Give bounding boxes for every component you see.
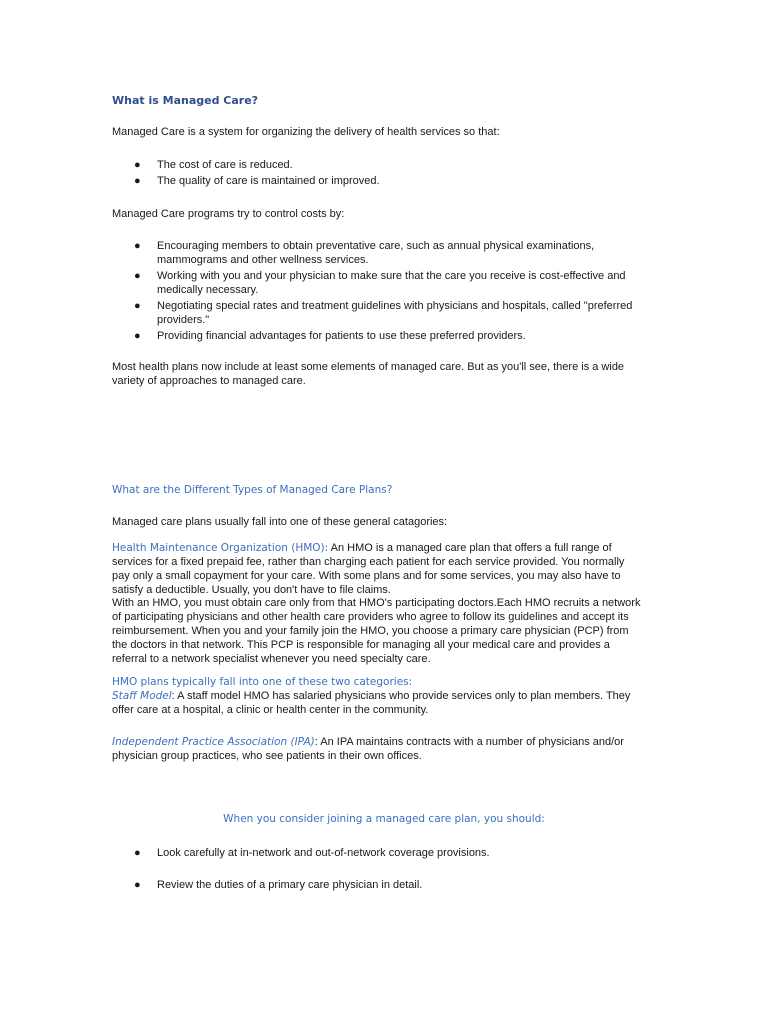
list-item: ● Negotiating special rates and treatment guidelines with physicians and hospitals, called "preferred providers."	[134, 300, 633, 326]
staff-model-paragraph	[112, 689, 642, 717]
bullet-icon: ●	[134, 175, 141, 187]
bullet-icon: ●	[134, 330, 141, 342]
staff-model-text: : A staff model HMO has salaried physicians who provide services only to plan members. They offer care at a hospital, a clinic or health center in the community.	[112, 690, 631, 716]
list-item: ● Look carefully at in-network and out-of-network coverage provisions.	[134, 847, 490, 859]
section-title-managed-care: What is Managed Care?	[112, 94, 259, 107]
hmo-paragraph	[112, 541, 642, 597]
hmo-label: Health Maintenance Organization (HMO):	[112, 542, 329, 554]
list-item: ● Review the duties of a primary care physician in detail.	[134, 879, 423, 891]
plan-types-intro: Managed care plans usually fall into one of these general catagories:	[112, 516, 448, 528]
hmo-paragraph-2: With an HMO, you must obtain care only from that HMO's participating doctors.Each HMO recruits a network of participating physicians and other health care providers who agree to follow its guidelines and accept its reimbursement. When you and your family join the HMO, you choose a primary care physician (PCP) from the doctors in that network. This PCP is responsible for managing all your medical care and provides a referral to a network specialist whenever you need specialty care.	[112, 597, 641, 665]
goals-list	[112, 158, 642, 188]
programs-intro: Managed Care programs try to control costs by:	[112, 208, 345, 220]
list-item: ● The cost of care is reduced.	[134, 159, 293, 171]
programs-list	[112, 239, 642, 343]
list-item: ● Working with you and your physician to make sure that the care you receive is cost-effective and medically necessary.	[134, 270, 626, 296]
list-item: ● Encouraging members to obtain preventative care, such as annual physical examinations, mammograms and other wellness services.	[134, 240, 595, 266]
ipa-text: : An IPA maintains contracts with a number of physicians and/or physician group practices, who see patients in their own offices.	[112, 736, 624, 762]
section-title-plan-types: What are the Different Types of Managed Care Plans?	[112, 484, 393, 496]
considerations-list	[112, 846, 642, 892]
bullet-icon: ●	[134, 270, 141, 282]
ipa-label: Independent Practice Association (IPA)	[112, 736, 315, 748]
list-item: ● The quality of care is maintained or improved.	[134, 175, 380, 187]
bullet-icon: ●	[134, 847, 141, 859]
intro-paragraph: Managed Care is a system for organizing the delivery of health services so that:	[112, 126, 500, 138]
hmo-categories-heading: HMO plans typically fall into one of these two categories:	[112, 676, 413, 688]
bullet-icon: ●	[134, 159, 141, 171]
ipa-paragraph	[112, 735, 642, 763]
bullet-icon: ●	[134, 879, 141, 891]
section-title-considerations: When you consider joining a managed care plan, you should:	[223, 813, 545, 825]
bullet-icon: ●	[134, 300, 141, 312]
staff-model-label: Staff Model	[112, 690, 172, 702]
list-item: ● Providing financial advantages for patients to use these preferred providers.	[134, 330, 526, 342]
closing-paragraph: Most health plans now include at least some elements of managed care. But as you'll see, there is a wide variety of approaches to managed care.	[112, 361, 625, 387]
hmo-text: An HMO is a managed care plan that offers a full range of services for a fixed prepaid fee, rather than charging each patient for each service provided. You normally pay only a small copayment for your care. With some plans and for some services, you may also have to satisfy a deductible. Usually, you don't have to file claims.	[112, 542, 625, 596]
bullet-icon: ●	[134, 240, 141, 252]
